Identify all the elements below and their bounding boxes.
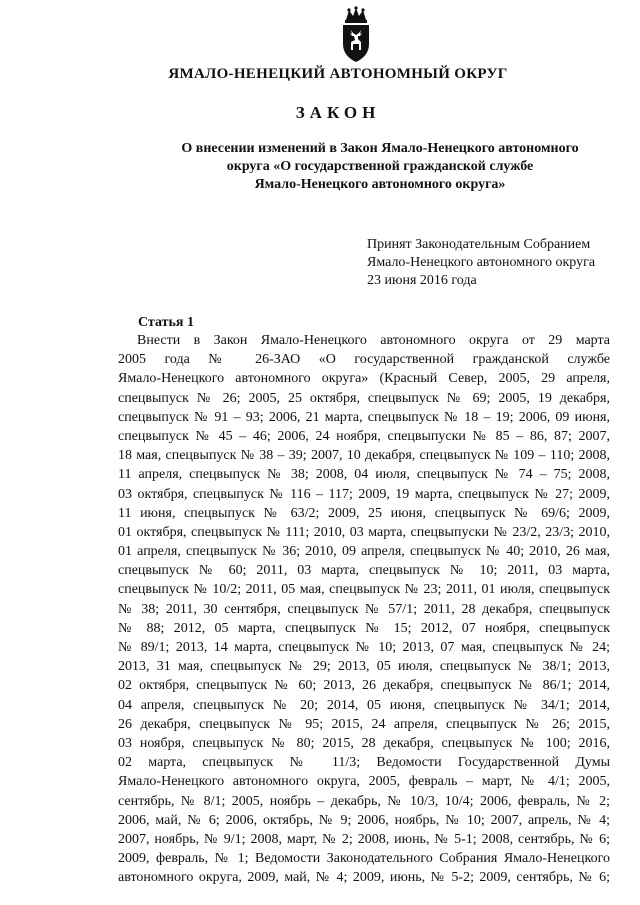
article-text-line: Ямало-Ненецкого автономного округа» (Красный Север, 2005, 29 апреля, xyxy=(118,371,610,387)
adoption-note xyxy=(367,236,595,290)
article-text-line: спецвыпуск № 60; 2011, 03 марта, спецвыпуск № 10; 2011, 03 марта, xyxy=(118,563,610,579)
article-text-line: спецвыпуск № 45 – 46; 2006, 24 ноября, спецвыпуски № 85 – 86, 87; 2007, xyxy=(118,428,610,444)
article-text-line: № 89/1; 2013, 14 марта, спецвыпуск № 10; 2013, 07 мая, спецвыпуск № 24; xyxy=(118,640,610,655)
article-text-line: 26 декабря, спецвыпуск № 95; 2015, 24 апреля, спецвыпуск № 26; 2015, xyxy=(118,716,610,732)
region-title: ЯМАЛО-НЕНЕЦКИЙ АВТОНОМНЫЙ ОКРУГ xyxy=(168,66,508,82)
article-text-line: 2007, ноябрь, № 9/1; 2008, март, № 2; 2008, июнь, № 5-1; 2008, сентябрь, № 6; xyxy=(118,831,610,847)
article-text-line: 11 апреля, спецвыпуск № 38; 2008, 04 июля, спецвыпуск № 74 – 75; 2008, xyxy=(118,467,610,483)
article-text-line: Внести в Закон Ямало-Ненецкого автономного округа от 29 марта xyxy=(137,333,610,348)
article-heading: Статья 1 xyxy=(138,315,194,330)
article-text-line: 2005 года № 26-ЗАО «О государственной гражданской службе xyxy=(118,352,610,368)
article-text-line: спецвыпуск № 91 – 93; 2006, 21 марта, спецвыпуск № 18 – 19; 2006, 09 июня, xyxy=(118,409,610,425)
article-text-line: автономного округа, 2009, май, № 4; 2009, июнь, № 5-2; 2009, сентябрь, № 6; xyxy=(118,870,610,886)
article-text-line: Ямало-Ненецкого автономного округа, 2005, февраль – март, № 4/1; 2005, xyxy=(118,774,610,790)
article-text-line: 02 марта, спецвыпуск № 11/3; Ведомости Государственной Думы xyxy=(118,755,610,771)
law-subject-line: округа «О государственной гражданской службе xyxy=(226,159,534,174)
article-text-line: № 38; 2011, 30 сентября, спецвыпуск № 57/1; 2011, 28 декабря, спецвыпуск xyxy=(118,601,610,617)
law-title: ЗАКОН xyxy=(295,103,381,122)
adoption-note-line: Ямало-Ненецкого автономного округа xyxy=(367,255,596,270)
coat-of-arms-icon xyxy=(334,6,378,64)
article-text-line: 01 апреля, спецвыпуск № 36; 2010, 09 апреля, спецвыпуск № 40; 2010, 26 мая, xyxy=(118,544,610,560)
article-text-line: 18 мая, спецвыпуск № 38 – 39; 2007, 10 декабря, спецвыпуск № 109 – 110; 2008, xyxy=(118,448,610,464)
article-text-line: спецвыпуск № 26; 2005, 25 октября, спецвыпуск № 69; 2005, 19 декабря, xyxy=(118,390,610,406)
law-subject xyxy=(120,140,640,194)
article-text-line: 01 октября, спецвыпуск № 111; 2010, 03 марта, спецвыпуски № 23/2, 23/3; 2010, xyxy=(118,524,610,540)
adoption-note-line: Принят Законодательным Собранием xyxy=(367,237,591,252)
article-text-line: 02 октября, спецвыпуск № 60; 2013, 26 декабря, спецвыпуск № 86/1; 2014, xyxy=(118,678,610,694)
article-text-line: № 88; 2012, 05 марта, спецвыпуск № 15; 2012, 07 ноября, спецвыпуск xyxy=(118,620,610,636)
article-text-line: спецвыпуск № 10/2; 2011, 05 мая, спецвыпуск № 23; 2011, 01 июля, спецвыпуск xyxy=(118,582,610,598)
article-text-line: 2006, май, № 6; 2006, октябрь, № 9; 2006, ноябрь, № 10; 2007, апрель, № 4; xyxy=(118,812,610,828)
article-body xyxy=(118,331,610,887)
article-text-line: 03 октября, спецвыпуск № 116 – 117; 2009, 19 марта, спецвыпуск № 27; 2009, xyxy=(118,486,610,502)
article-text-line: 2009, февраль, № 1; Ведомости Законодательного Собрания Ямало-Ненецкого xyxy=(118,851,610,867)
law-subject-line: Ямало-Ненецкого автономного округа» xyxy=(254,177,506,192)
article-text-line: 2013, 31 мая, спецвыпуск № 29; 2013, 05 июля, спецвыпуск № 38/1; 2013, xyxy=(118,659,610,675)
adoption-date: 23 июня 2016 года xyxy=(367,273,477,288)
article-text-line: 04 апреля, спецвыпуск № 20; 2014, 05 июня, спецвыпуск № 34/1; 2014, xyxy=(118,697,610,713)
law-subject-line: О внесении изменений в Закон Ямало-Ненецкого автономного xyxy=(181,141,579,156)
article-text-line: сентябрь, № 8/1; 2005, ноябрь – декабрь, № 10/3, 10/4; 2006, февраль, № 2; xyxy=(118,793,610,809)
article-text-line: 03 ноября, спецвыпуск № 80; 2015, 28 декабря, спецвыпуск № 100; 2016, xyxy=(118,735,610,751)
article-text-line: 11 июня, спецвыпуск № 63/2; 2009, 25 июня, спецвыпуск № 69/6; 2009, xyxy=(118,505,610,521)
